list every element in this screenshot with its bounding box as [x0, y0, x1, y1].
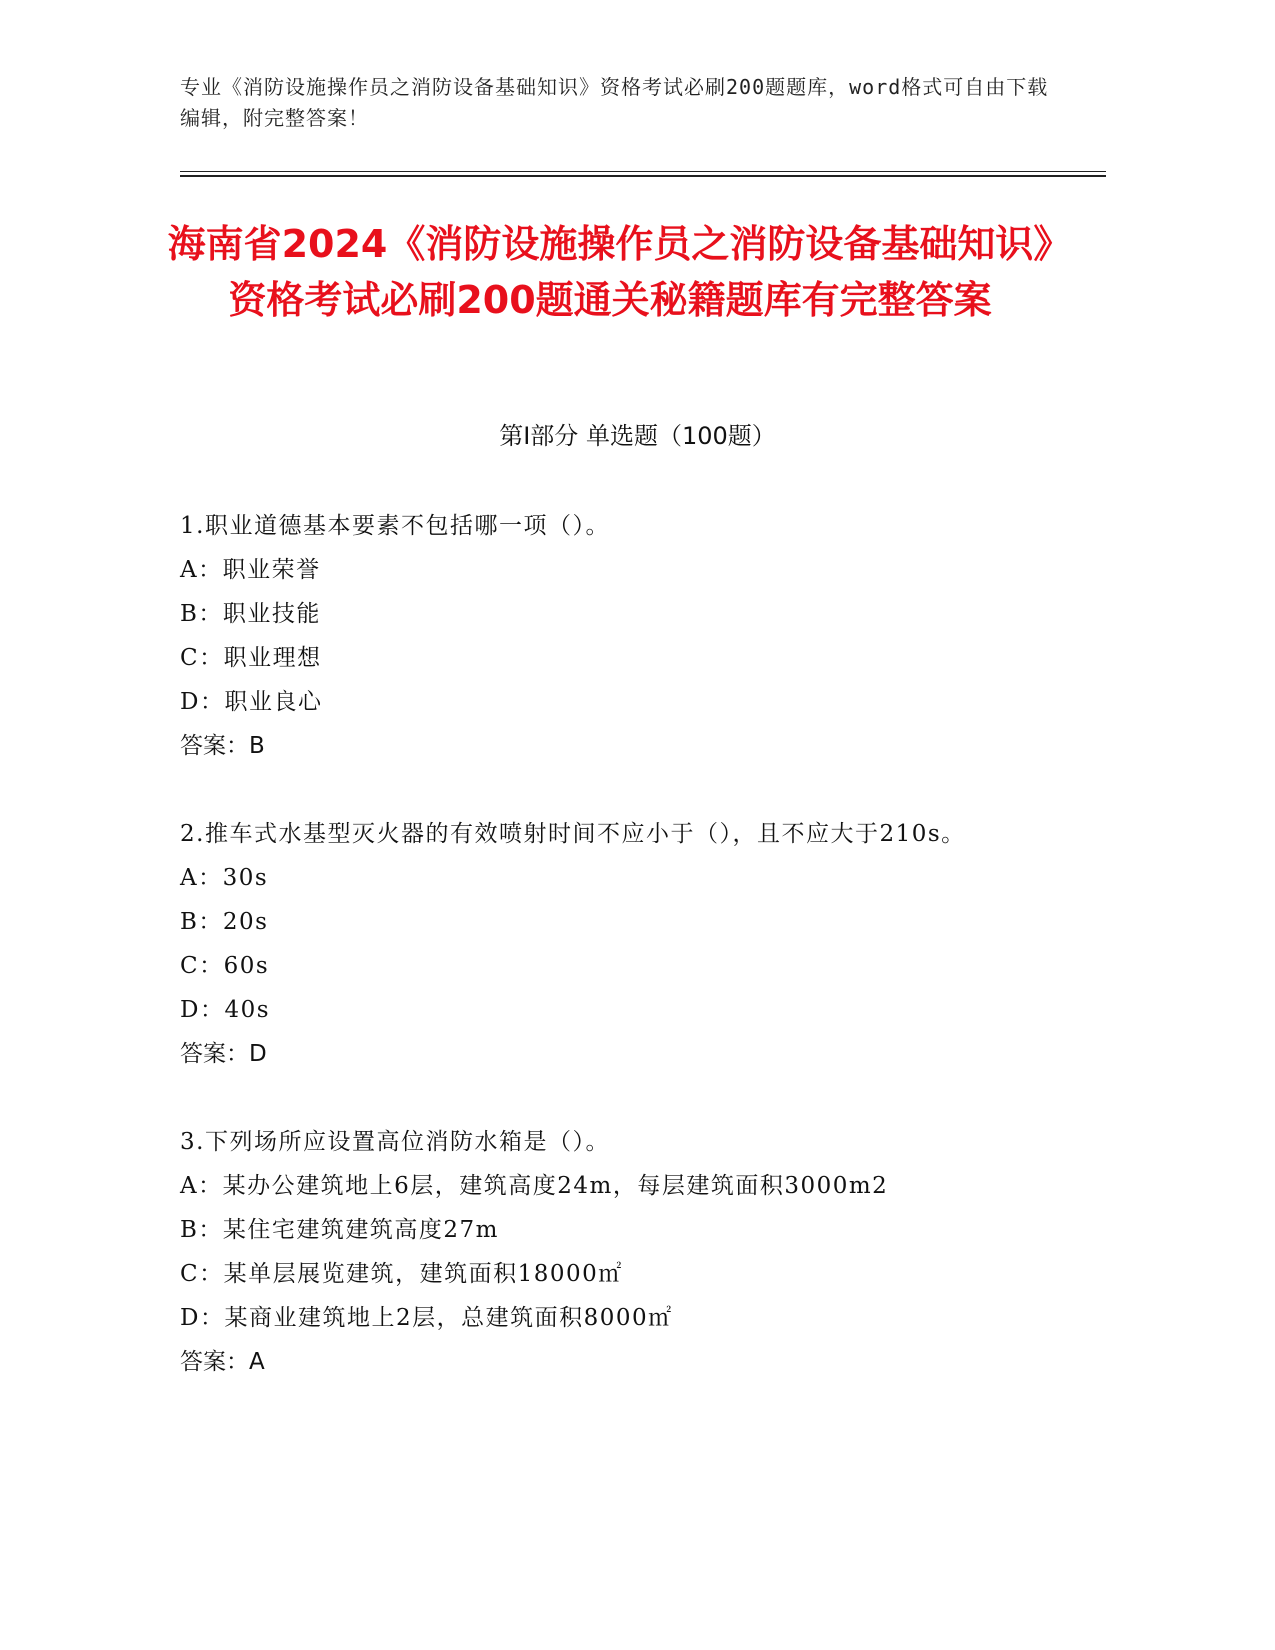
option-a: A：职业荣誉 [180, 557, 321, 583]
answer-line: 答案：A [180, 1349, 265, 1375]
section-heading: 第I部分 单选题（100题） [499, 422, 776, 450]
option-d: D：某商业建筑地上2层，总建筑面积8000㎡ [180, 1305, 673, 1331]
question-stem: 2.推车式水基型灭火器的有效喷射时间不应小于（），且不应大于210s。 [180, 821, 966, 847]
question-3 [180, 1120, 1080, 1384]
question-2 [180, 812, 1080, 1076]
option-d: D：40s [180, 997, 271, 1023]
header-divider-thick [180, 175, 1106, 177]
document-title: 海南省2024《消防设施操作员之消防设备基础知识》资格考试必刷200题通关秘籍题库有完整答案 [167, 222, 1053, 322]
answer-line: 答案：D [180, 1041, 267, 1067]
question-stem: 3.下列场所应设置高位消防水箱是（）。 [180, 1129, 610, 1155]
option-b: B：职业技能 [180, 601, 321, 627]
option-c: C：某单层展览建筑，建筑面积18000㎡ [180, 1261, 623, 1287]
option-b: B：20s [180, 909, 269, 935]
option-c: C：职业理想 [180, 645, 322, 671]
option-d: D：职业良心 [180, 689, 323, 715]
option-b: B：某住宅建筑建筑高度27m [180, 1217, 499, 1243]
question-stem: 1.职业道德基本要素不包括哪一项（）。 [180, 513, 610, 539]
header-divider-thin [180, 171, 1106, 172]
option-c: C：60s [180, 953, 270, 979]
question-list [180, 504, 1080, 1384]
option-a: A：30s [180, 865, 269, 891]
answer-line: 答案：B [180, 733, 265, 759]
question-1 [180, 504, 1080, 768]
header-note: 专业《消防设施操作员之消防设备基础知识》资格考试必刷200题题库，word格式可自由下载编辑，附完整答案！ [180, 75, 1049, 130]
option-a: A：某办公建筑地上6层，建筑高度24m，每层建筑面积3000m2 [180, 1173, 889, 1199]
